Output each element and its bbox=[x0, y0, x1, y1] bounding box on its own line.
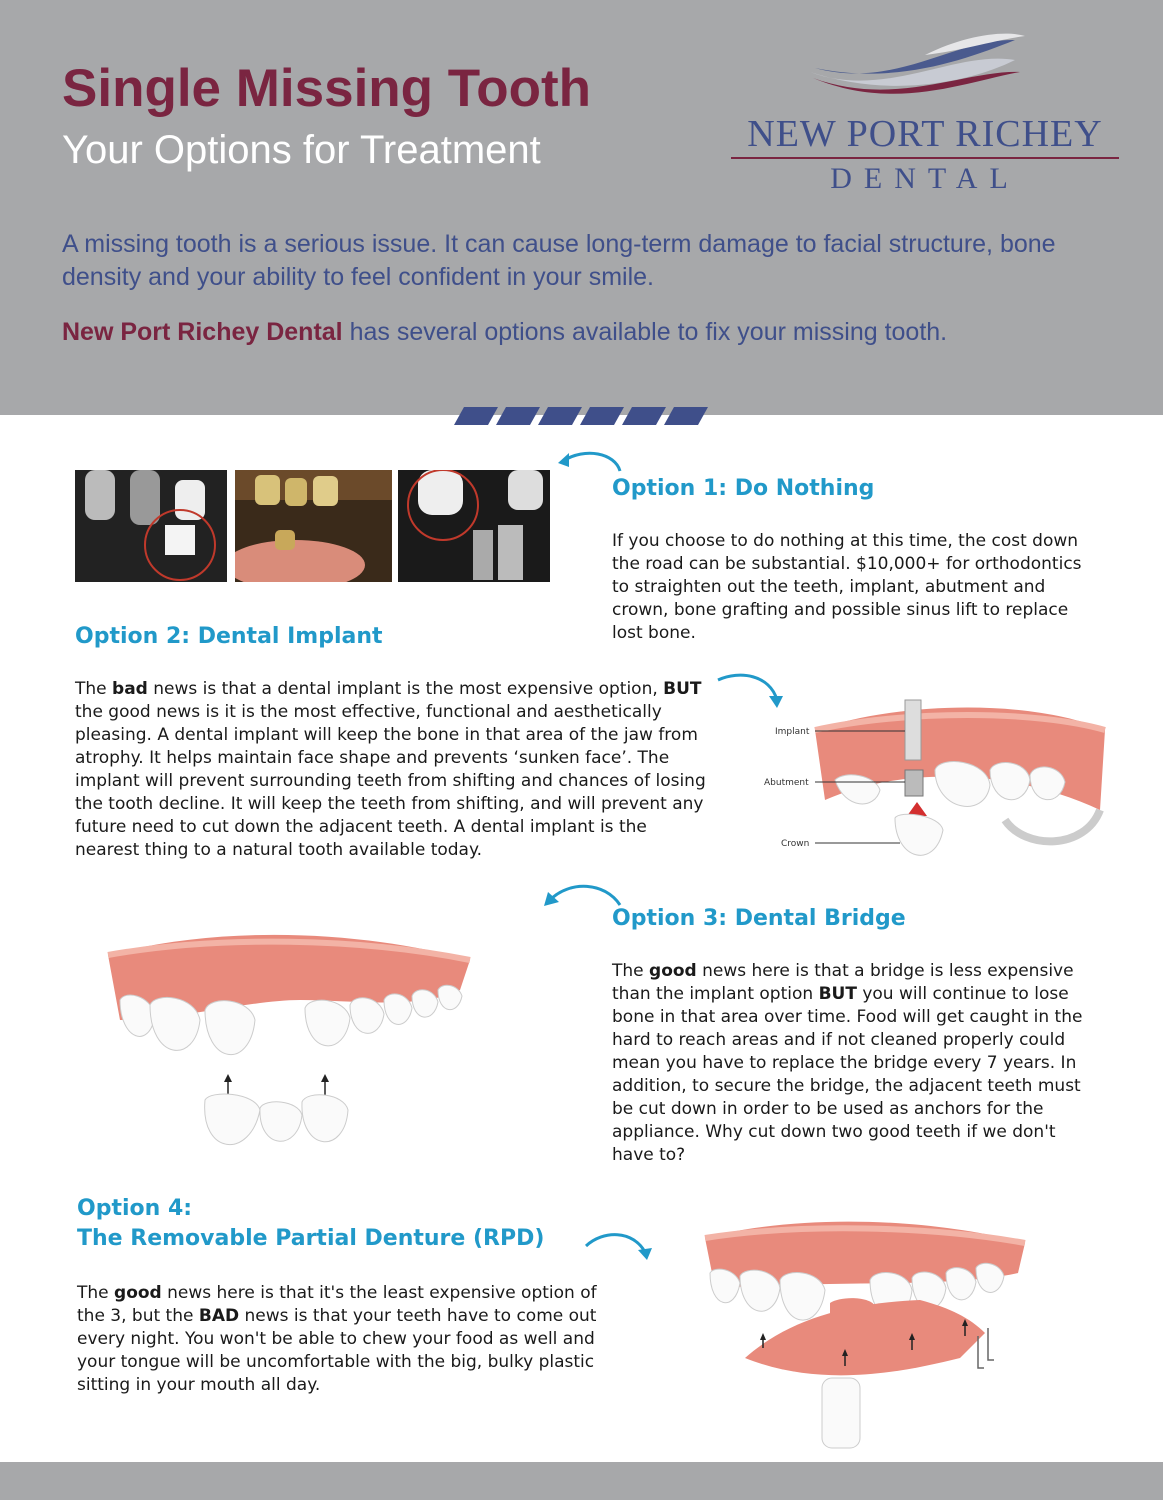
curved-arrow-icon bbox=[555, 445, 625, 475]
text-span: news is that a dental implant is the most expensive option, bbox=[147, 679, 664, 699]
denture-diagram bbox=[700, 1218, 1030, 1458]
practice-name: New Port Richey Dental bbox=[62, 318, 343, 346]
option-4-title-line2: The Removable Partial Denture (RPD) bbox=[77, 1226, 545, 1251]
implant-diagram bbox=[755, 690, 1115, 890]
emphasis: BAD bbox=[198, 1306, 240, 1326]
option-3-body bbox=[612, 960, 1102, 1167]
text-span: news here is that a bridge is less expensive than the implant option bbox=[612, 961, 1074, 1004]
text-span: The bbox=[77, 1283, 115, 1303]
text-span: news here is that it's the least expensive option of the 3, but the bbox=[77, 1283, 597, 1326]
xray-photo-2 bbox=[398, 470, 550, 582]
practice-logo bbox=[725, 30, 1125, 200]
abutment-label: Abutment bbox=[764, 778, 809, 788]
xray-photo-1 bbox=[75, 470, 227, 582]
mouth-photo bbox=[235, 470, 392, 582]
emphasis: good bbox=[649, 961, 697, 981]
option-1-title: Option 1: Do Nothing bbox=[612, 476, 875, 501]
option-4-body bbox=[77, 1282, 597, 1397]
crown-label: Crown bbox=[781, 839, 810, 849]
option-4-title bbox=[77, 1194, 544, 1254]
intro-options-text bbox=[62, 318, 1112, 347]
text-span: news is that your teeth have to come out every night. You won't be able to chew your food as well and your tongue will be uncomfortable with the big, bulky plastic sitting in your mouth all day. bbox=[77, 1306, 597, 1395]
option-2-body bbox=[75, 678, 715, 862]
implant-label: Implant bbox=[775, 727, 810, 737]
page-subtitle: Your Options for Treatment bbox=[62, 128, 541, 172]
emphasis: BUT bbox=[663, 679, 702, 699]
option-1-body: If you choose to do nothing at this time, the cost down the road can be substantial. $10,000+ for orthodontics to straighten out the teeth, implant, abutment and crown, bone grafting and possible sinus lift to replace lost bone. bbox=[612, 531, 1082, 643]
option-4-title-line1: Option 4: bbox=[77, 1196, 193, 1221]
text-span: The bbox=[75, 679, 113, 699]
intro-tail: has several options available to fix your missing tooth. bbox=[342, 318, 948, 346]
option-3-title: Option 3: Dental Bridge bbox=[612, 906, 906, 931]
logo-divider bbox=[731, 157, 1119, 159]
emphasis: bad bbox=[112, 679, 148, 699]
page-title: Single Missing Tooth bbox=[62, 59, 591, 118]
logo-subtitle: DENTAL bbox=[830, 162, 1020, 195]
emphasis: BUT bbox=[818, 984, 857, 1004]
text-span: the good news is it is the most effective, functional and aesthetically pleasing. A dental implant will keep the bone in that area of the jaw from atrophy. It helps maintain face shape and prevents ‘sunken face’. The implant will prevent surrounding teeth from shifting and chances of losing the tooth decline. It will keep the teeth from shifting, and will prevent any future need to cut down the adjacent teeth. A dental implant is the nearest thing to a natural tooth available today. bbox=[75, 702, 706, 860]
curved-arrow-icon bbox=[583, 1228, 655, 1262]
text-span: you will continue to lose bone in that area over time. Food will get caught in the hard to reach areas and if not cleaned properly could mean you have to replace the bridge every 7 years. In addition, to secure the bridge, the adjacent teeth must be cut down in order to be used as anchors for the appliance. Why cut down two good teeth if we don't have to? bbox=[612, 984, 1083, 1165]
emphasis: good bbox=[114, 1283, 162, 1303]
logo-name: NEW PORT RICHEY bbox=[747, 113, 1103, 155]
option-2-title: Option 2: Dental Implant bbox=[75, 624, 383, 649]
bridge-diagram bbox=[100, 930, 480, 1160]
decorative-stripes bbox=[452, 407, 712, 425]
footer-bar bbox=[0, 1462, 1163, 1500]
text-span: The bbox=[612, 961, 650, 981]
logo-wave-icon bbox=[725, 30, 1125, 115]
intro-text: A missing tooth is a serious issue. It can cause long-term damage to facial structure, bone density and your ability to feel confident in your smile. bbox=[62, 230, 1056, 291]
